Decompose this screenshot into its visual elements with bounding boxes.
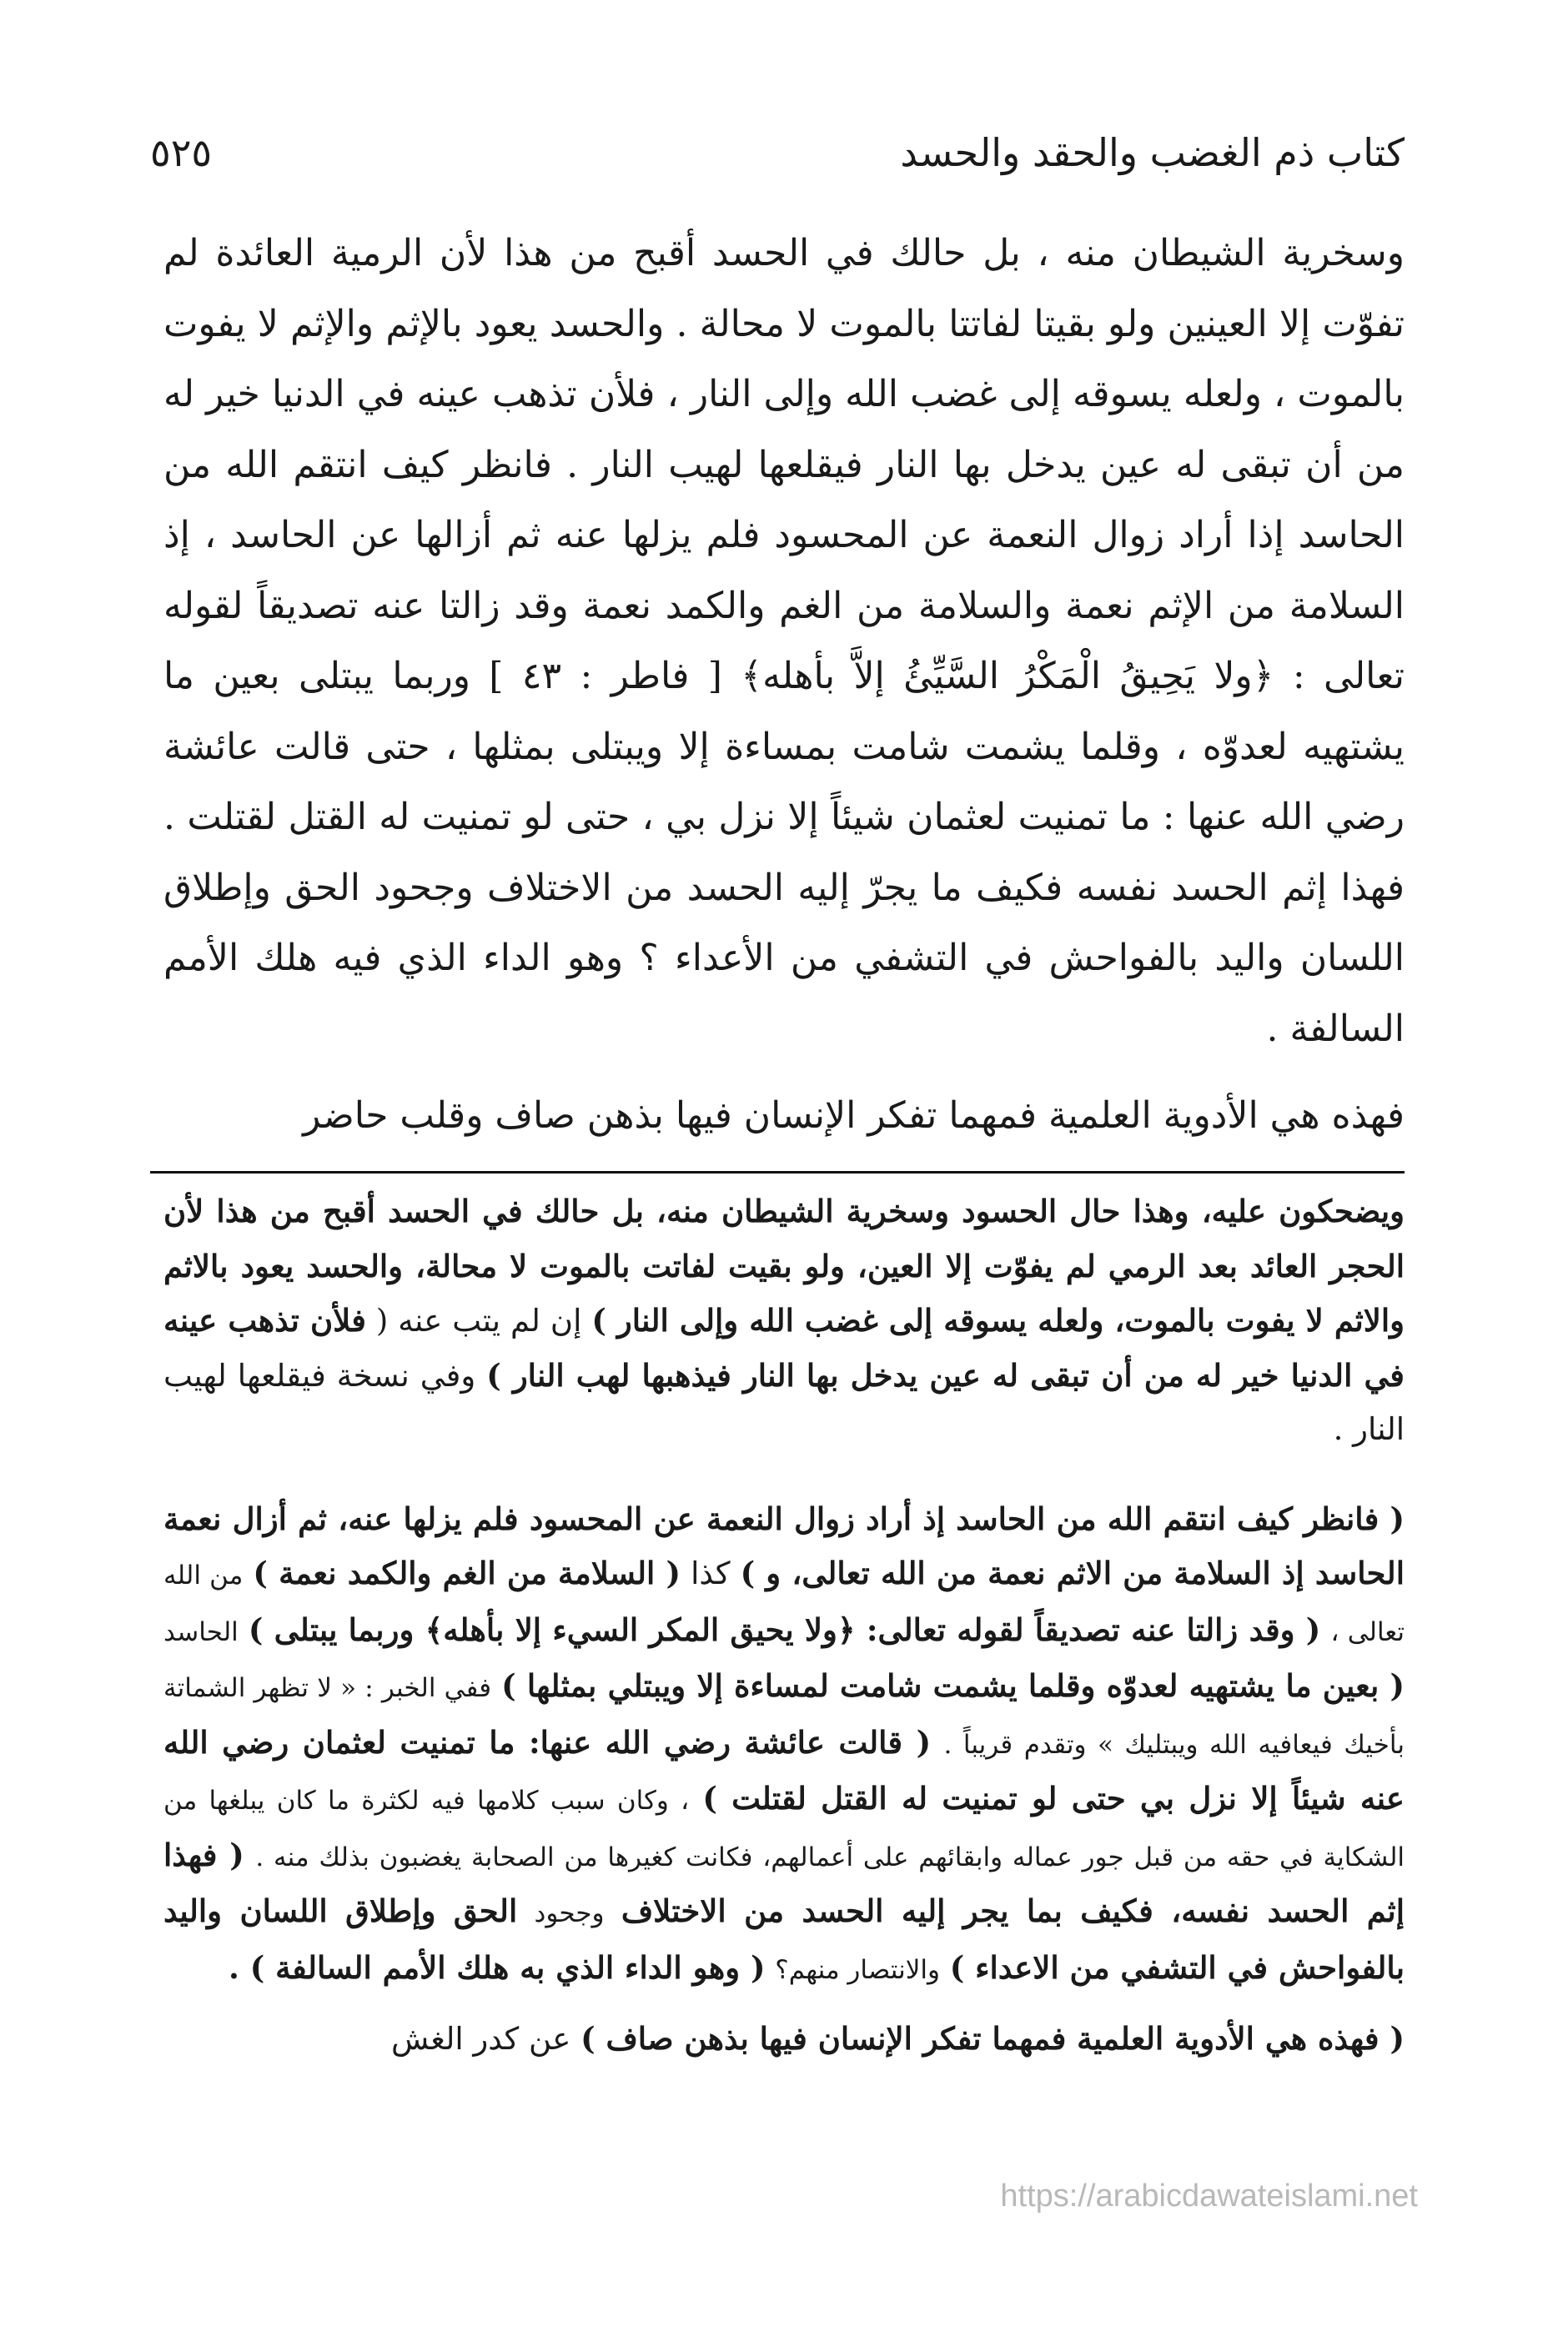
quoted-text: ( وقد زالتا عنه تصديقاً لقوله تعالى: ﴿ولا يحيق المكر السيء إلا بأهله﴾ وربما يبتلى ) [248,1611,1321,1648]
quoted-text: الحق وإطلاق اللسان واليد بالفواحش في التشفي من الاعداء ) [163,1892,1405,1986]
commentary-note: إن لم يتب عنه ( [375,1303,582,1339]
commentary-note: من الله تعالى ، [163,1561,1405,1647]
main-paragraph: وسخرية الشيطان منه ، بل حالك في الحسد أقبح من هذا لأن الرمية العائدة لم تفوّت إلا العينين ولو بقيتا لفاتتا بالموت لا محالة . والحسد يعود بالإثم والإثم لا يفوت بالموت ، ولعله يسوقه إلى غضب الله وإلى النار ، فلأن تذهب عينه في الدنيا خير له من أن تبقى له عين يدخل بها النار فيقلعها لهيب النار . فانظر كيف انتقم الله من الحاسد إذا أراد زوال النعمة عن المحسود فلم يزلها عنه ثم أزالها عن الحاسد ، إذ السلامة من الإثم نعمة والسلامة من الغم والكمد نعمة وقد زالتا عنه تصديقاً لقوله تعالى : ﴿ولا يَحِيقُ الْمَكْرُ السَّيِّئُ إلاَّ بأهله﴾ [ فاطر : ٤٣ ] وربما يبتلى بعين ما يشتهيه لعدوّه ، وقلما يشمت شامت بمساءة إلا ويبتلى بمثلها ، حتى قالت عائشة رضي الله عنها : ما تمنيت لعثمان شيئاً إلا نزل بي ، حتى لو تمنيت له القتل لقتلت . فهذا إثم الحسد نفسه فكيف ما يجرّ إليه الحسد من الاختلاف وجحود الحق وإطلاق اللسان واليد بالفواحش في التشفي من الأعداء ؟ وهو الداء الذي فيه هلك الأمم السالفة . [163,232,1405,1050]
main-paragraph: فهذه هي الأدوية العلمية فمهما تفكر الإنسان فيها بذهن صاف وقلب حاضر [303,1094,1405,1137]
separator-line [150,1171,1405,1174]
commentary-note: وفي نسخة فيقلعها لهيب النار . [163,1357,1405,1447]
quoted-text: ويضحكون عليه، وهذا حال الحسود وسخرية الشيطان منه، بل حالك في الحسد أقبح من هذا لأن الحجر العائد بعد الرمي لم يفوّت إلا العين، ولو بقيت لفاتت بالموت لا محالة، والحسد يعود بالاثم والاثم لا يفوت بالموت، ولعله يسوقه إلى غضب الله وإلى النار ) [163,1193,1405,1339]
commentary-note: والانتصار منهم؟ [775,1954,940,1985]
quoted-text: ( بعين ما يشتهيه لعدوّه وقلما يشمت شامت لمساءة إلا ويبتلي بمثلها ) [501,1667,1405,1704]
quoted-text: ( فانظر كيف انتقم الله من الحاسد إذ أراد زوال النعمة عن المحسود فلم يزلها عنه، ثم أزال نعمة الحاسد إذ السلامة من الاثم نعمة من الله تعالى، و ) [163,1500,1405,1591]
quoted-text: ( السلامة من الغم والكمد نعمة ) [253,1555,681,1591]
running-header [150,123,1405,182]
quoted-text: ( فهذا إثم الحسد نفسه، فكيف بما يجر إليه الحسد من الاختلاف [163,1836,1405,1929]
commentary-note: ، وكان سبب كلامها فيه لكثرة ما كان يبلغها من الشكاية في حقه من قبل جور عماله وابقائهم على أعمالهم، فكانت كغيرها من الصحابة يغضبون بذلك منه . [163,1786,1405,1872]
commentary-note: كذا [691,1556,731,1591]
quoted-text: ( قالت عائشة رضي الله عنها: ما تمنيت لعثمان رضي الله عنه شيئاً إلا نزل بي حتى لو تمنيت له القتل لقتلت ) [163,1723,1405,1817]
quoted-text: ( فهذه هي الأدوية العلمية فمهما تفكر الإنسان فيها بذهن صاف ) [580,2020,1405,2057]
commentary-paragraph [163,1184,1405,1457]
watermark-url: https://arabicdawateislami.net [1000,2179,1418,2214]
page-number: ٥٢٥ [150,130,213,175]
commentary-note: ففي الخبر : « لا تظهر الشماتة بأخيك فيعافيه الله ويبتليك » وتقدم قريباً . [163,1673,1405,1760]
commentary-paragraph [163,2012,1405,2067]
commentary-note: الحاسد [163,1616,239,1647]
commentary-note: وجحود [534,1898,605,1928]
commentary-paragraph [163,1492,1405,1998]
commentary [163,1184,1405,2067]
main-text [163,219,1405,1152]
quoted-text: ( وهو الداء الذي به هلك الأمم السالفة ) . [228,1948,766,1986]
commentary-note: عن كدر الغش [391,2021,571,2057]
chapter-title: كتاب ذم الغضب والحقد والحسد [900,130,1405,175]
quoted-text: فلأن تذهب عينه في الدنيا خير له من أن تبقى له عين يدخل بها النار فيذهبها لهب النار ) [163,1302,1405,1394]
